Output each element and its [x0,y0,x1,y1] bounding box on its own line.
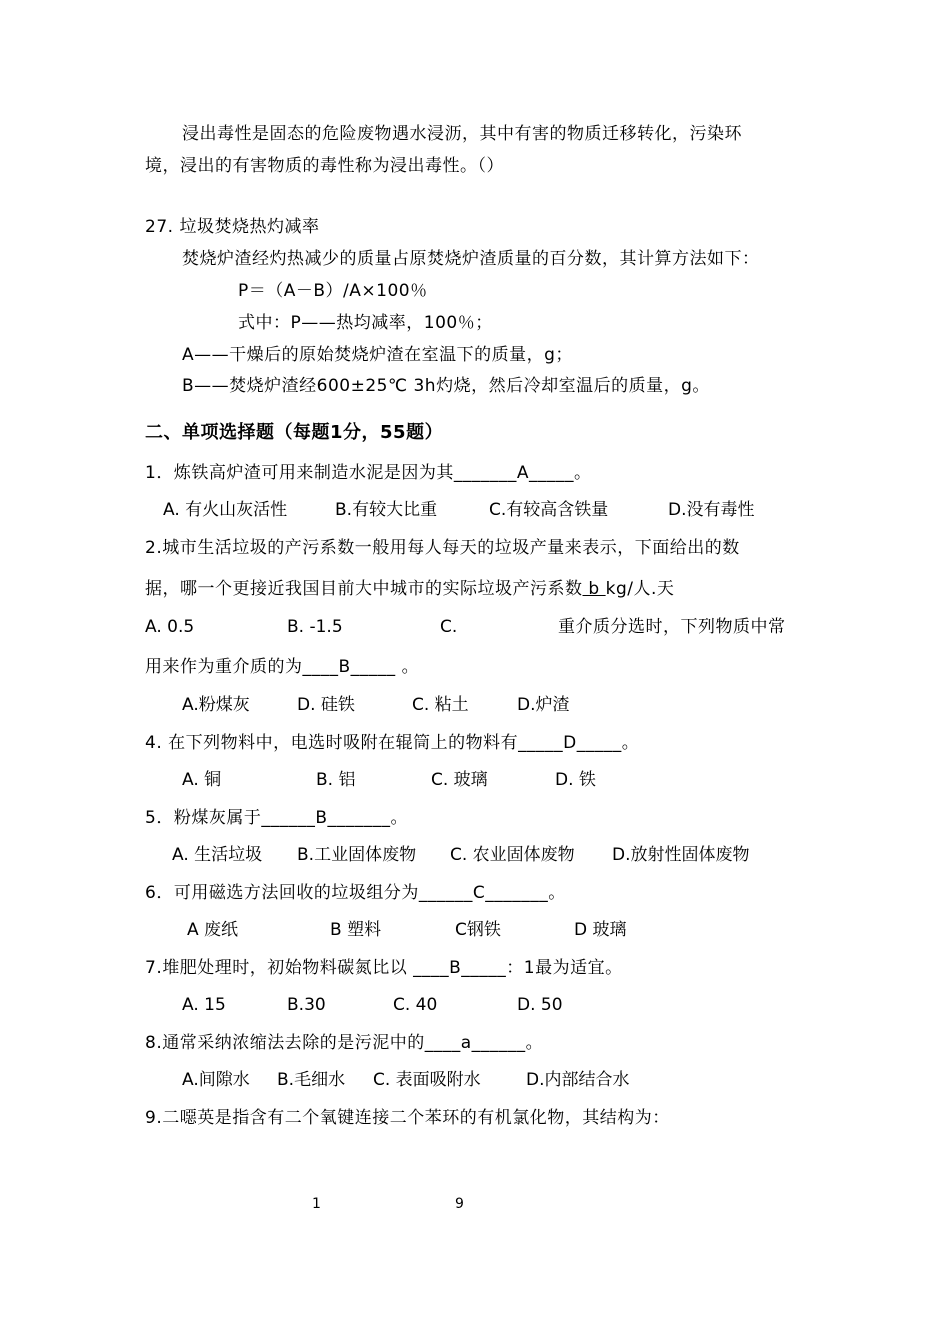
question-2-answer: b [582,579,606,599]
item27-title: 27. 垃圾焚烧热灼减率 [145,217,320,237]
question-3-line-1: 重介质分选时，下列物质中常 [558,617,786,637]
question-3-end: 。 [395,657,420,677]
question-4-answer: _____D_____ [518,733,622,753]
q6-option-c: C钢铁 [455,920,501,940]
q7-option-b: B.30 [287,995,326,1015]
intro-line-2: 境，浸出的有害物质的毒性称为浸出毒性。（） [145,156,504,176]
question-4 [145,731,639,755]
question-9: 9.二噁英是指含有二个氧键连接二个苯环的有机氯化物，其结构为： [145,1108,670,1128]
question-1 [145,461,591,485]
section-heading: 二、单项选择题（每题1分，55题） [145,422,444,443]
question-5-answer: ______B_______ [261,808,391,828]
q6-option-d: D 玻璃 [574,920,627,940]
question-7-text: 7.堆肥处理时，初始物料碳氮比以 [145,958,414,978]
question-5 [145,806,408,830]
q4-option-a: A. 铜 [182,770,222,790]
question-6-text: 6．可用磁选方法回收的垃圾组分为 [145,883,419,903]
q7-option-d: D. 50 [517,995,563,1015]
q1-option-b: B.有较大比重 [335,500,438,520]
question-8-end: 。 [525,1033,544,1053]
q2-option-b: B. -1.5 [287,617,343,637]
q7-option-a: A. 15 [182,995,226,1015]
q5-option-a: A. 生活垃圾 [172,845,263,865]
q5-option-d: D.放射性固体废物 [612,845,750,865]
q2-option-c: C. [440,617,458,637]
question-4-end: 。 [621,733,640,753]
q7-option-c: C. 40 [393,995,438,1015]
q6-option-a: A 废纸 [187,920,239,940]
question-1-answer: _______A_____ [453,463,574,483]
q8-option-c: C. 表面吸附水 [373,1070,481,1090]
question-7-answer: ____B_____ [413,958,507,978]
q8-option-b: B.毛细水 [277,1070,346,1090]
q4-option-d: D. 铁 [555,770,596,790]
q8-option-a: A.间隙水 [182,1070,250,1090]
question-2-line-2 [145,577,674,601]
item27-a-definition: A——干燥后的原始焚烧炉渣在室温下的质量，g； [182,345,573,365]
item27-b-definition: B——焚烧炉渣经600±25℃ 3h灼烧，然后冷却室温后的质量，g。 [182,376,710,396]
q5-option-c: C. 农业固体废物 [450,845,575,865]
question-4-text: 4. 在下列物料中，电选时吸附在辊筒上的物料有 [145,733,519,753]
question-5-end: 。 [390,808,408,828]
question-8-text: 8.通常采纳浓缩法去除的是污泥中的 [145,1033,425,1053]
q1-option-a: A. 有火山灰活性 [163,500,288,520]
q3-option-d: D.炉渣 [517,695,570,715]
q5-option-b: B.工业固体废物 [297,845,417,865]
question-1-end: 。 [573,463,592,483]
q8-option-d: D.内部结合水 [526,1070,630,1090]
question-5-text: 5．粉煤灰属于 [145,808,262,828]
q1-option-c: C.有较高含铁量 [489,500,609,520]
question-6-end: 。 [548,883,566,903]
question-2-line-1: 2.城市生活垃圾的产污系数一般用每人每天的垃圾产量来表示，下面给出的数 [145,538,740,558]
question-7 [145,956,623,980]
q3-option-b: D. 硅铁 [297,695,355,715]
question-3-line-2 [145,655,419,679]
q3-option-a: A.粉煤灰 [182,695,250,715]
item27-formula: P＝（A－B）/A×100％ [238,281,428,301]
item27-desc: 焚烧炉渣经灼热减少的质量占原焚烧炉渣质量的百分数，其计算方法如下： [182,249,760,269]
item27-where: 式中：P——热均减率，100％； [238,313,493,333]
question-2-text: 据，哪一个更接近我国目前大中城市的实际垃圾产污系数 [145,579,583,599]
question-3-text: 用来作为重介质的为 [145,657,303,677]
q4-option-b: B. 铝 [316,770,356,790]
question-3-answer: ____B_____ [302,657,396,677]
question-8-answer: ____a______ [424,1033,526,1053]
q1-option-d: D.没有毒性 [668,500,755,520]
question-1-text: 1．炼铁高炉渣可用来制造水泥是因为其 [145,463,454,483]
q6-option-b: B 塑料 [330,920,382,940]
question-7-end: ：1最为适宜。 [506,958,623,978]
question-6 [145,881,566,905]
footer-number-2: 9 [455,1196,464,1212]
q4-option-c: C. 玻璃 [431,770,488,790]
q2-option-a: A. 0.5 [145,617,195,637]
footer-number-1: 1 [312,1196,321,1212]
question-8 [145,1031,543,1055]
question-2-unit: kg/人.天 [605,579,675,599]
intro-line-1: 浸出毒性是固态的危险废物遇水浸沥，其中有害的物质迁移转化，污染环 [182,124,742,144]
q3-option-c: C. 粘土 [412,695,469,715]
question-6-answer: ______C_______ [418,883,549,903]
